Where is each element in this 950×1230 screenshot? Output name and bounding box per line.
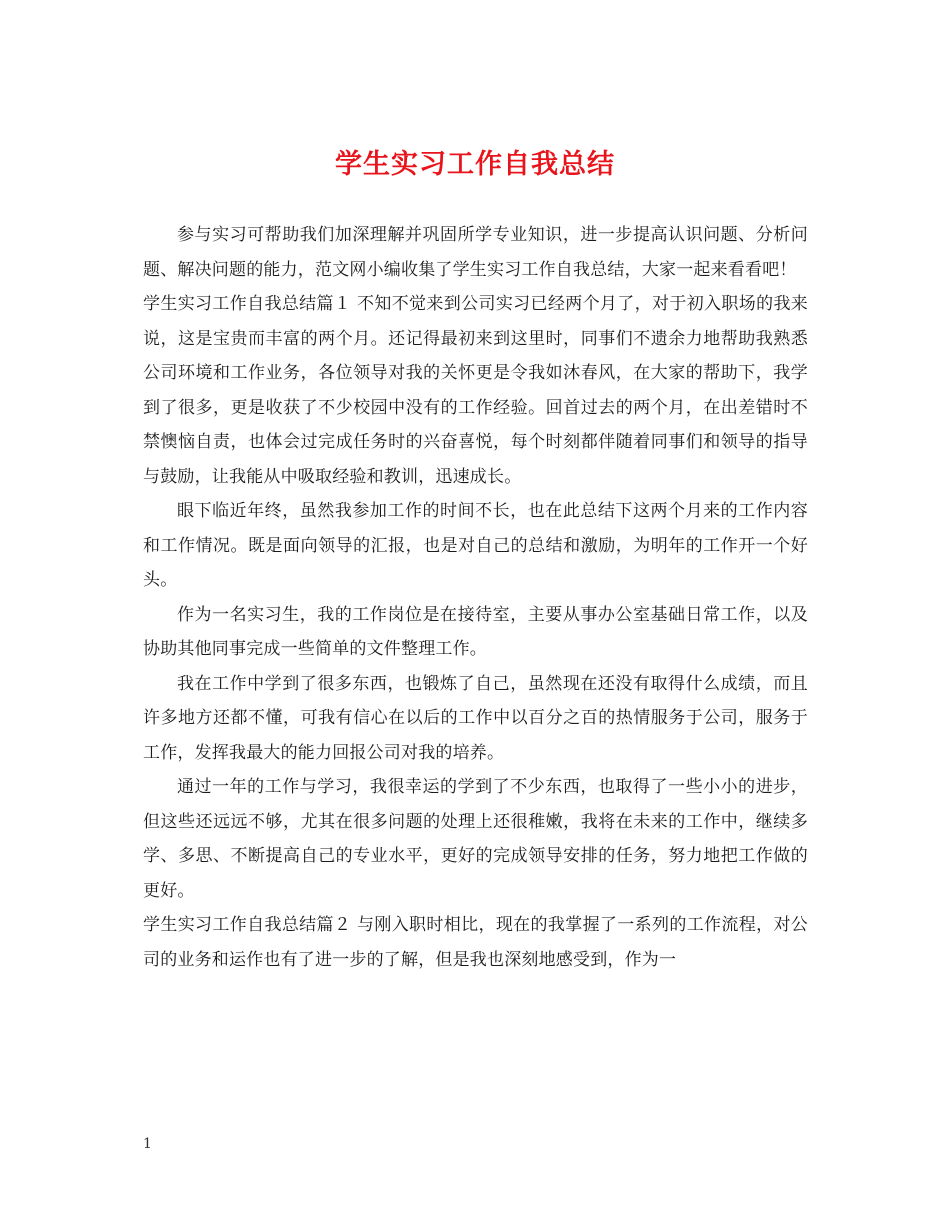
body-paragraph: 眼下临近年终，虽然我参加工作的时间不长，也在此总结下这两个月来的工作内容和工作情况。既是面向领导的汇报，也是对自己的总结和激励，为明年的工作开一个好头。 <box>143 501 808 590</box>
section-2-heading: 学生实习工作自我总结篇２ <box>143 915 352 935</box>
document-body <box>143 218 808 977</box>
section-1-text: 不知不觉来到公司实习已经两个月了，对于初入职场的我来说，这是宝贵而丰富的两个月。还记得最初来到这里时，同事们不遗余力地帮助我熟悉公司环境和工作业务，各位领导对我的关怀更是令我如沐春风，在大家的帮助下，我学到了很多，更是收获了不少校园中没有的工作经验。回首过去的两个月，在出差错时不禁懊恼自责，也体会过完成任务时的兴奋喜悦，每个时刻都伴随着同事们和领导的指导与鼓励，让我能从中吸取经验和教训，迅速成长。 <box>143 294 809 487</box>
document-title: 学生实习工作自我总结 <box>335 149 615 180</box>
intro-paragraph: 参与实习可帮助我们加深理解并巩固所学专业知识，进一步提高认识问题、分析问题、解决问题的能力，范文网小编收集了学生实习工作自我总结，大家一起来看看吧！ <box>143 225 808 280</box>
page-number: 1 <box>143 1136 152 1152</box>
section-1-paragraph <box>143 287 808 494</box>
body-paragraph: 我在工作中学到了很多东西，也锻炼了自己，虽然现在还没有取得什么成绩，而且许多地方还都不懂，可我有信心在以后的工作中以百分之百的热情服务于公司，服务于工作，发挥我最大的能力回报公司对我的培养。 <box>143 673 808 763</box>
body-paragraph: 作为一名实习生，我的工作岗位是在接待室，主要从事办公室基础日常工作，以及协助其他同事完成一些简单的文件整理工作。 <box>143 604 808 659</box>
section-2-text: 与刚入职时相比，现在的我掌握了一系列的工作流程，对公司的业务和运作也有了进一步的了解，但是我也深刻地感受到，作为一 <box>143 915 809 970</box>
body-paragraph: 通过一年的工作与学习，我很幸运的学到了不少东西，也取得了一些小小的进步，但这些还远远不够，尤其在很多问题的处理上还很稚嫩，我将在未来的工作中，继续多学、多思、不断提高自己的专业水平，更好的完成领导安排的任务，努力地把工作做的更好。 <box>143 777 808 901</box>
section-2-paragraph <box>143 908 808 977</box>
section-1-heading: 学生实习工作自我总结篇１ <box>143 294 352 314</box>
